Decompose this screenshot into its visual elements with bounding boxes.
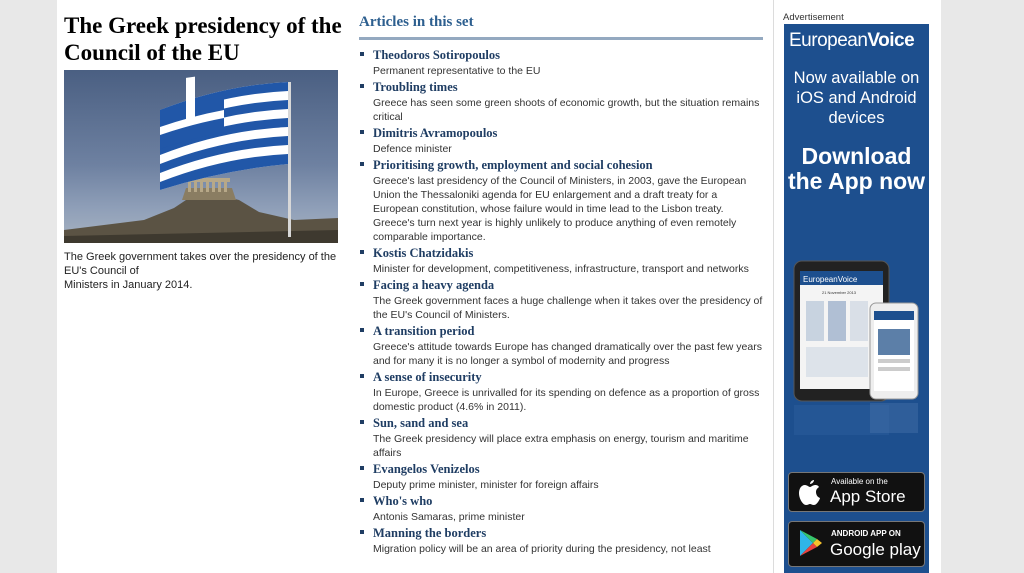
list-item [359, 525, 763, 556]
article-link[interactable]: Who's who [373, 494, 433, 508]
google-play-small-text: ANDROID APP ON [831, 529, 901, 538]
article-summary: Greece's attitude towards Europe has changed dramatically over the past few years and for many it is no longer a symbol of modernity and progress [373, 341, 762, 367]
article-link[interactable]: Kostis Chatzidakis [373, 246, 474, 260]
column-divider [773, 0, 774, 573]
article-summary: Permanent representative to the EU [373, 65, 541, 77]
bullet-icon [360, 374, 364, 378]
advertisement-label: Advertisement [783, 12, 844, 23]
list-item [359, 493, 763, 524]
article-list [359, 47, 763, 556]
bullet-icon [360, 52, 364, 56]
bullet-icon [360, 162, 364, 166]
brand-light: European [789, 30, 868, 51]
greek-flag-image [64, 70, 338, 243]
ad-brand-logo [784, 24, 929, 52]
caption-line-1: The Greek government takes over the presidency of the EU's Council of [64, 251, 337, 277]
article-link[interactable]: Evangelos Venizelos [373, 462, 480, 476]
article-summary: Greece has seen some green shoots of economic growth, but the situation remains critical [373, 97, 760, 123]
article-link[interactable]: Sun, sand and sea [373, 416, 469, 430]
brand-bold: Voice [867, 30, 915, 51]
article-link[interactable]: Manning the borders [373, 526, 487, 540]
bullet-icon [360, 498, 364, 502]
article-summary: The Greek presidency will place extra emphasis on energy, tourism and maritime affairs [373, 433, 749, 459]
article-summary: Greece's last presidency of the Council of Ministers, in 2003, gave the European Union the Thessaloniki agenda for EU enlargement and a draft treaty for a European constitution, whose failure would in time lead to the Lisbon treaty. Greece's turn next year is highly unlikely to produce anything of even remotely comparable importance. [373, 175, 747, 243]
article-summary: Antonis Samaras, prime minister [373, 511, 525, 523]
article-link[interactable]: A sense of insecurity [373, 370, 482, 384]
feature-column [64, 12, 344, 292]
bullet-icon [360, 420, 364, 424]
apple-icon [797, 479, 823, 507]
bullet-icon [360, 250, 364, 254]
google-play-big-text: Google play [830, 540, 921, 559]
bullet-icon [360, 84, 364, 88]
bullet-icon [360, 282, 364, 286]
page-title: The Greek presidency of the Council of the EU [64, 13, 342, 65]
article-summary: Minister for development, competitiveness, infrastructure, transport and networks [373, 263, 749, 275]
list-item [359, 245, 763, 276]
list-item [359, 157, 763, 244]
google-play-button[interactable] [788, 521, 925, 567]
app-store-big-text: App Store [830, 487, 906, 506]
articles-in-set [359, 12, 763, 557]
bullet-icon [360, 466, 364, 470]
list-item [359, 369, 763, 414]
bullet-icon [360, 328, 364, 332]
bullet-icon [360, 530, 364, 534]
article-link[interactable]: Facing a heavy agenda [373, 278, 495, 292]
app-advertisement[interactable] [784, 24, 929, 573]
article-summary: Deputy prime minister, minister for foreign affairs [373, 479, 599, 491]
article-link[interactable]: Prioritising growth, employment and social cohesion [373, 158, 653, 172]
google-play-icon [797, 528, 823, 558]
tablet-date: 21 November 2013 [822, 290, 857, 295]
caption-line-2: Ministers in January 2014. [64, 279, 193, 291]
feature-image [64, 70, 338, 243]
ad-download-text: Download the App now [787, 143, 926, 194]
article-summary: The Greek government faces a huge challenge when it takes over the presidency of the EU's Council of Ministers. [373, 295, 763, 321]
list-item [359, 125, 763, 156]
image-caption [64, 250, 344, 292]
list-item [359, 47, 763, 78]
article-summary: In Europe, Greece is unrivalled for its spending on defence as a proportion of gross domestic product (4.6% in 2011). [373, 387, 760, 413]
app-store-button[interactable] [788, 472, 925, 512]
device-mockup-icon [784, 257, 929, 447]
articles-set-heading: Articles in this set [359, 14, 474, 30]
heading-rule [359, 37, 763, 40]
list-item [359, 277, 763, 322]
list-item [359, 79, 763, 124]
article-link[interactable]: Theodoros Sotiropoulos [373, 48, 501, 62]
article-link[interactable]: Dimitris Avramopoulos [373, 126, 498, 140]
ad-availability-text: Now available on iOS and Android devices [793, 69, 920, 127]
list-item [359, 415, 763, 460]
article-link[interactable]: A transition period [373, 324, 475, 338]
app-store-small-text: Available on the [831, 477, 888, 486]
article-summary: Migration policy will be an area of priority during the presidency, not least [373, 543, 711, 555]
article-summary: Defence minister [373, 143, 452, 155]
page [57, 0, 941, 573]
list-item [359, 461, 763, 492]
bullet-icon [360, 130, 364, 134]
devices-illustration [784, 257, 929, 447]
article-link[interactable]: Troubling times [373, 80, 458, 94]
list-item [359, 323, 763, 368]
tablet-brand: EuropeanVoice [803, 275, 858, 284]
